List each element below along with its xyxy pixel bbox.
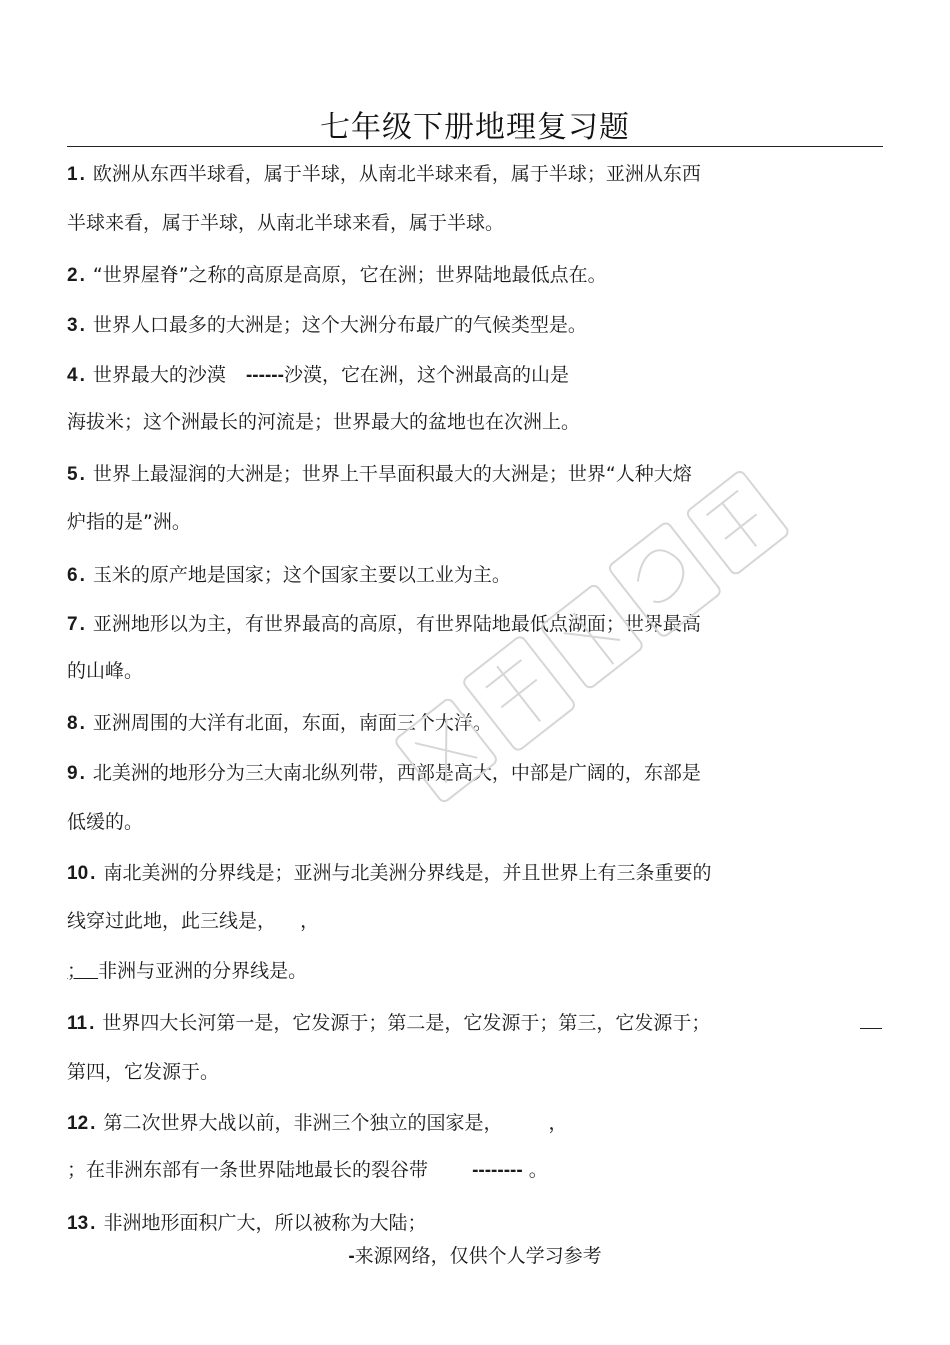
question-number: 1	[67, 164, 78, 185]
question-text: 北美洲的地形分为三大南北纵列带，西部是高大，中部是广阔的，东部是	[92, 762, 701, 784]
watermark-graphic	[340, 380, 900, 900]
question-number: 6	[67, 565, 78, 586]
question-1-line-2	[67, 211, 504, 235]
question-5-line-2	[67, 510, 191, 534]
question-number: 7	[67, 614, 78, 635]
question-3-line-1: 3 . 世界人口最多的大洲是；这个大洲分布最广的气候类型是。	[67, 314, 587, 336]
question-5-line-1: 5 . 世界上最湿润的大洲是；世界上干旱面积最大的大洲是；世界“人种大熔	[67, 463, 692, 485]
question-text: 世界上最湿润的大洲是；世界上干旱面积最大的大洲是；世界“人种大熔	[92, 463, 692, 485]
question-text: 非洲地形面积广大，所以被称为大陆；	[103, 1212, 427, 1234]
question-text: 南北美洲的分界线是；亚洲与北美洲分界线是，并且世界上有三条重要的	[103, 862, 712, 884]
question-12-line-1: 12 . 第二次世界大战以前，非洲三个独立的国家是， ，	[67, 1112, 568, 1134]
question-6-line-1: 6 . 玉米的原产地是国家；这个国家主要以工业为主。	[67, 564, 511, 586]
question-7-line-2	[67, 659, 143, 683]
question-1-line-1: 1 . 欧洲从东西半球看，属于半球，从南北半球来看，属于半球；亚洲从东西	[67, 163, 701, 185]
question-number: 11	[67, 1013, 88, 1034]
question-text: 亚洲地形以为主，有世界最高的高原，有世界陆地最低点湖面；世界最高	[92, 613, 701, 635]
blank-semicolon: ；	[67, 960, 87, 982]
question-number: 4	[67, 365, 78, 386]
blank-dashes: --------	[472, 1160, 523, 1181]
title-rule	[67, 146, 883, 147]
question-11-line-2	[67, 1060, 219, 1084]
footer-text: 来源网络，仅供个人学习参考	[354, 1245, 602, 1267]
question-text: 第二次世界大战以前，非洲三个独立的国家是，	[103, 1112, 503, 1134]
question-text: 世界最大的沙漠	[92, 364, 226, 386]
question-12-line-2	[67, 1158, 548, 1183]
question-text: 世界人口最多的大洲是；这个大洲分布最广的气候类型是。	[92, 314, 587, 336]
question-number: 9	[67, 763, 78, 784]
question-text: 世界四大长河第一是，它发源于；第二是，它发源于；第三，它发源于；	[102, 1012, 711, 1034]
question-number: 3	[67, 315, 78, 336]
question-text: 海拔米；这个洲最长的河流是；世界最大的盆地也在次洲上。	[67, 411, 581, 433]
footer-dash: -	[348, 1246, 355, 1267]
question-number: 12	[67, 1113, 89, 1134]
question-text: 半球来看，属于半球，从南北半球来看，属于半球。	[67, 212, 505, 234]
question-number: 2	[67, 265, 78, 286]
question-9-line-2	[67, 810, 143, 834]
question-text: ；在非洲东部有一条世界陆地最长的裂谷带	[67, 1159, 429, 1181]
question-7-line-1: 7 . 亚洲地形以为主，有世界最高的高原，有世界陆地最低点湖面；世界最高	[67, 613, 701, 635]
question-8-line-1: 8 . 亚洲周围的大洋有北面，东面，南面三个大洋。	[67, 712, 492, 734]
question-10-line-2	[67, 909, 319, 933]
question-text: 。	[528, 1159, 548, 1181]
question-9-line-1: 9 . 北美洲的地形分为三大南北纵列带，西部是高大，中部是广阔的，东部是	[67, 762, 701, 784]
question-2-line-1: 2 . “世界屋脊”之称的高原是高原，它在洲；世界陆地最低点在。	[67, 264, 607, 286]
question-10-line-1: 10 . 南北美洲的分界线是；亚洲与北美洲分界线是，并且世界上有三条重要的	[67, 862, 712, 884]
question-text: 玉米的原产地是国家；这个国家主要以工业为主。	[92, 564, 511, 586]
question-4-line-1: 4 . 世界最大的沙漠 ------沙漠，它在洲，这个洲最高的山是	[67, 364, 569, 386]
question-text: 的山峰。	[67, 660, 144, 682]
answer-blank-line	[860, 1028, 882, 1029]
question-text: 非洲与亚洲的分界线是。	[98, 960, 308, 982]
blank-dashes: ------	[245, 365, 284, 386]
question-text: 第四，它发源于。	[67, 1061, 220, 1083]
question-number: 8	[67, 713, 78, 734]
question-text: 沙漠，它在洲，这个洲最高的山是	[283, 364, 569, 386]
question-13-line-1: 13 . 非洲地形面积广大，所以被称为大陆；	[67, 1212, 427, 1234]
document-title: 七年级下册地理复习题	[320, 110, 630, 145]
question-number: 5	[67, 464, 78, 485]
question-number: 10	[67, 863, 89, 884]
question-number: 13	[67, 1213, 89, 1234]
question-text: “世界屋脊”之称的高原是高原，它在洲；世界陆地最低点在。	[92, 264, 607, 286]
question-text: 欧洲从东西半球看，属于半球，从南北半球来看，属于半球；亚洲从东西	[92, 163, 701, 185]
source-footer	[0, 1244, 950, 1269]
question-text: 亚洲周围的大洋有北面，东面，南面三个大洋。	[92, 712, 492, 734]
question-text: 炉指的是”洲。	[67, 511, 191, 533]
question-text: 低缓的。	[67, 811, 144, 833]
question-text: ，	[548, 1112, 568, 1134]
question-11-line-1: 11 . 世界四大长河第一是，它发源于；第二是，它发源于；第三，它发源于；	[67, 1012, 711, 1034]
question-10-line-3	[67, 959, 307, 983]
question-4-line-2	[67, 410, 580, 434]
question-text: 线穿过此地，此三线是， ，	[67, 910, 320, 932]
